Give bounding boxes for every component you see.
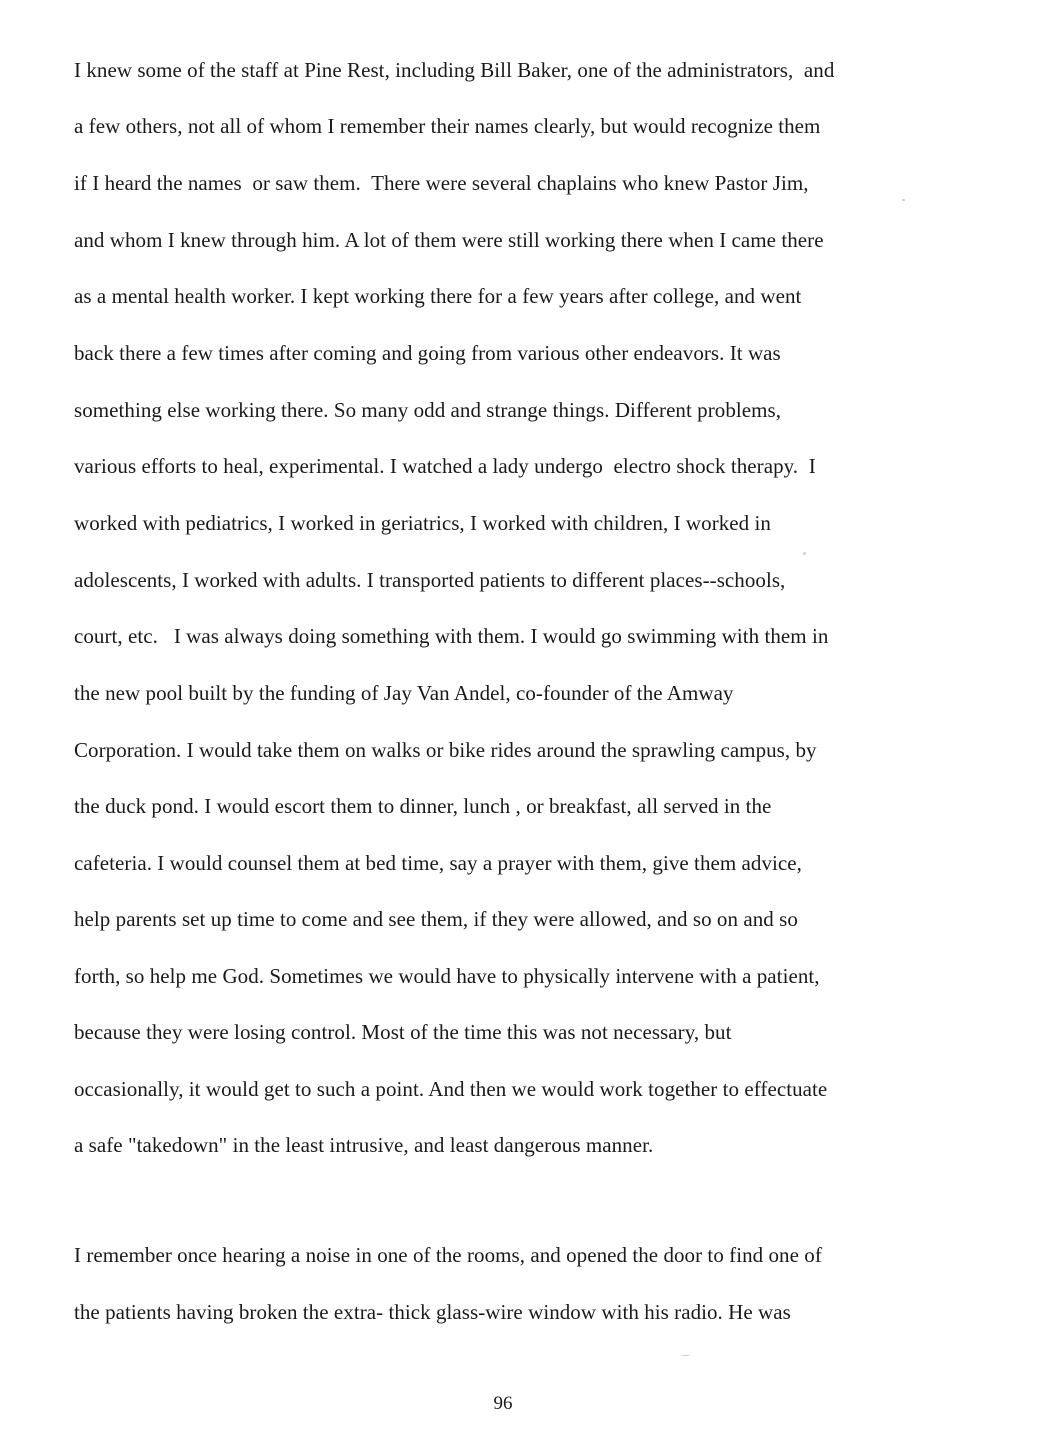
- text-line: adolescents, I worked with adults. I transported patients to different places--schools,: [74, 568, 786, 592]
- text-line: the duck pond. I would escort them to dinner, lunch , or breakfast, all served in the: [74, 794, 772, 818]
- text-line: because they were losing control. Most of the time this was not necessary, but: [74, 1020, 732, 1044]
- text-line: cafeteria. I would counsel them at bed time, say a prayer with them, give them advice,: [74, 851, 802, 875]
- text-line: something else working there. So many odd and strange things. Different problems,: [74, 398, 782, 422]
- text-line: as a mental health worker. I kept working there for a few years after college, and went: [74, 284, 802, 308]
- text-line: if I heard the names or saw them. There were several chaplains who knew Pastor Jim,: [74, 171, 809, 195]
- text-line: and whom I knew through him. A lot of them were still working there when I came there: [74, 228, 824, 252]
- text-line: I knew some of the staff at Pine Rest, including Bill Baker, one of the administrators, and: [74, 58, 835, 82]
- text-line: Corporation. I would take them on walks or bike rides around the sprawling campus, by: [74, 738, 817, 762]
- text-line: a few others, not all of whom I remember their names clearly, but would recognize them: [74, 114, 821, 138]
- text-line: various efforts to heal, experimental. I watched a lady undergo electro shock therapy. I: [74, 454, 816, 478]
- text-line: forth, so help me God. Sometimes we would have to physically intervene with a patient,: [74, 964, 820, 988]
- scan-speck: [681, 1355, 690, 1356]
- text-line: help parents set up time to come and see them, if they were allowed, and so on and so: [74, 907, 798, 931]
- text-line: the new pool built by the funding of Jay Van Andel, co-founder of the Amway: [74, 681, 734, 705]
- text-line: a safe "takedown" in the least intrusive, and least dangerous manner.: [74, 1133, 654, 1157]
- text-line: occasionally, it would get to such a point. And then we would work together to effectuate: [74, 1077, 828, 1101]
- scan-speck: [902, 199, 905, 201]
- text-line: back there a few times after coming and going from various other endeavors. It was: [74, 341, 781, 365]
- text-line: worked with pediatrics, I worked in geriatrics, I worked with children, I worked in: [74, 511, 771, 535]
- text-line: court, etc. I was always doing something with them. I would go swimming with them in: [74, 624, 829, 648]
- text-line: the patients having broken the extra- thick glass-wire window with his radio. He was: [74, 1300, 791, 1324]
- text-line: I remember once hearing a noise in one of the rooms, and opened the door to find one of: [74, 1243, 822, 1267]
- page-number: 96: [493, 1393, 513, 1414]
- scan-speck: [803, 552, 806, 555]
